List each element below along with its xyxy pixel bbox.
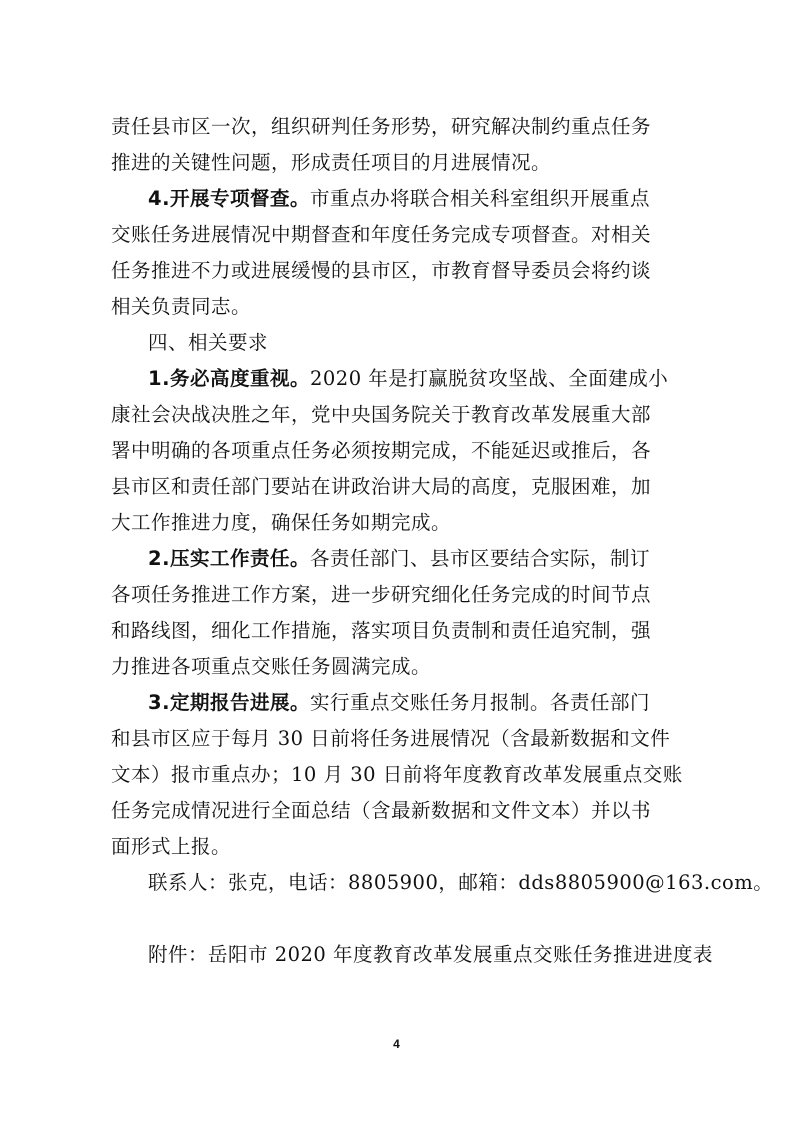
body-line-17 xyxy=(148,685,686,721)
line-text: 各项任务推进工作方案，进一步研究细化任务完成的时间节点 xyxy=(111,583,652,606)
line-text: 和县市区应于每月 30 日前将任务进展情况（含最新数据和文件 xyxy=(111,727,671,750)
line-text: 责任县市区一次，组织研判任务形势，研究解决制约重点任务 xyxy=(111,115,652,138)
line-text: 大工作推进力度，确保任务如期完成。 xyxy=(111,511,452,534)
line-heading: 4.开展专项督查。 xyxy=(148,187,310,210)
line-text: 四、相关要求 xyxy=(148,331,269,354)
page-number: 4 xyxy=(393,1037,400,1051)
line-text: 各责任部门、县市区要结合实际，制订 xyxy=(309,547,650,570)
line-text: 联系人：张克，电话：8805900，邮箱：dds8805900@163.com。 xyxy=(148,871,774,894)
line-text: 附件：岳阳市 2020 年度教育改革发展重点交账任务推进进度表 xyxy=(148,943,714,966)
body-line-10 xyxy=(111,433,686,469)
line-heading: 2.压实工作责任。 xyxy=(148,547,310,570)
body-line-18 xyxy=(111,721,686,757)
body-line-8 xyxy=(148,361,686,397)
line-text: 县市区和责任部门要站在讲政治讲大局的高度，克服困难，加 xyxy=(111,475,652,498)
body-line-20 xyxy=(111,793,686,829)
body-line-19 xyxy=(111,757,686,793)
attachment-line xyxy=(148,937,714,973)
line-text: 署中明确的各项重点任务必须按期完成，不能延迟或推后，各 xyxy=(111,439,652,462)
line-heading: 1.务必高度重视。 xyxy=(148,367,310,390)
body-line-2 xyxy=(111,145,686,181)
body-line-16 xyxy=(111,649,686,685)
line-text: 推进的关键性问题，形成责任项目的月进展情况。 xyxy=(111,151,552,174)
line-text: 实行重点交账任务月报制。各责任部门 xyxy=(309,691,650,714)
line-text: 面形式上报。 xyxy=(111,835,232,858)
line-text: 力推进各项重点交账任务圆满完成。 xyxy=(111,655,432,678)
contact-line xyxy=(148,865,774,901)
line-text: 任务完成情况进行全面总结（含最新数据和文件文本）并以书 xyxy=(111,799,652,822)
body-line-1 xyxy=(111,109,686,145)
line-text: 相关负责同志。 xyxy=(111,295,252,318)
line-text: 交账任务进展情况中期督查和年度任务完成专项督查。对相关 xyxy=(111,223,652,246)
line-text: 任务推进不力或进展缓慢的县市区，市教育督导委员会将约谈 xyxy=(111,259,652,282)
line-text: 和路线图，细化工作措施，落实项目负责制和责任追究制，强 xyxy=(111,619,652,642)
body-line-5 xyxy=(111,253,686,289)
section-heading xyxy=(148,325,686,361)
body-line-21 xyxy=(111,829,686,865)
body-line-11 xyxy=(111,469,686,505)
body-line-9 xyxy=(111,397,686,433)
body-line-13 xyxy=(148,541,686,577)
body-line-12 xyxy=(111,505,686,541)
body-line-4 xyxy=(111,217,686,253)
line-text: 2020 年是打赢脱贫攻坚战、全面建成小 xyxy=(309,367,669,390)
line-text: 康社会决战决胜之年，党中央国务院关于教育改革发展重大部 xyxy=(111,403,652,426)
line-text: 文本）报市重点办；10 月 30 日前将年度教育改革发展重点交账 xyxy=(111,763,683,786)
body-line-15 xyxy=(111,613,686,649)
body-line-6 xyxy=(111,289,686,325)
body-line-3 xyxy=(148,181,686,217)
line-heading: 3.定期报告进展。 xyxy=(148,691,310,714)
body-line-14 xyxy=(111,577,686,613)
line-text: 市重点办将联合相关科室组织开展重点 xyxy=(309,187,650,210)
